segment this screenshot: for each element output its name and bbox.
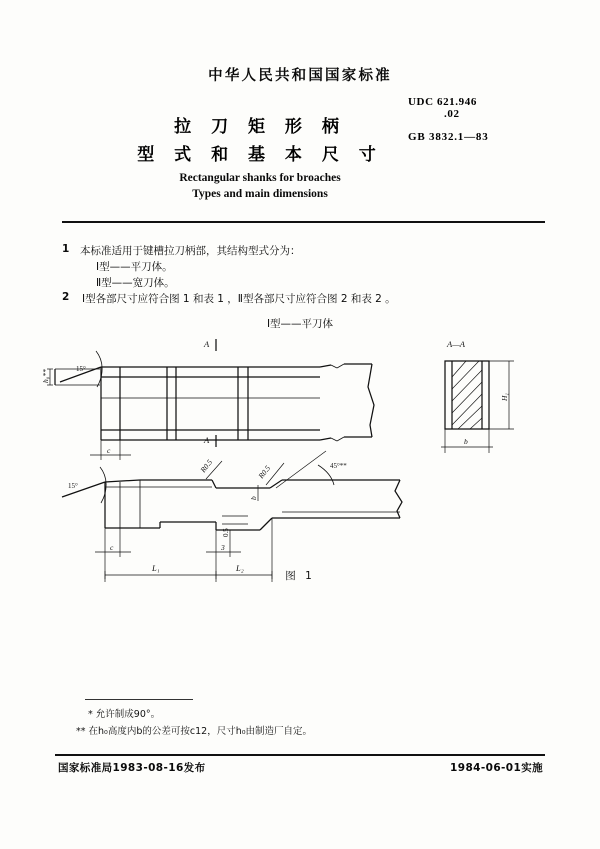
h0-label-top: h₀** bbox=[41, 369, 50, 383]
footnote-divider-rule bbox=[85, 699, 193, 700]
clause-1-number: 1 bbox=[62, 243, 70, 255]
clause-2-number: 2 bbox=[62, 291, 70, 303]
clause-1-item-b: Ⅱ型——宽刀体。 bbox=[96, 277, 175, 289]
type-caption: Ⅰ型——平刀体 bbox=[266, 318, 334, 330]
angle-45-label: 45°** bbox=[330, 462, 347, 470]
footnote-1: * 允许制成90°。 bbox=[88, 709, 161, 720]
small-dim-label: 0.5 bbox=[222, 528, 230, 537]
technical-drawing-figure-1 bbox=[0, 325, 600, 600]
section-hatching bbox=[452, 361, 482, 429]
english-title-line1: Rectangular shanks for broaches bbox=[179, 172, 341, 184]
standard-number: GB 3832.1—83 bbox=[408, 131, 489, 143]
radius-right-label: R0.5 bbox=[256, 463, 273, 481]
section-view-label: A—A bbox=[447, 339, 465, 349]
clause-1-item-a: Ⅰ型——平刀体。 bbox=[96, 261, 173, 273]
document-title-line2: 型 式 和 基 本 尺 寸 bbox=[137, 145, 383, 165]
dim-L2-label: L₂ bbox=[236, 563, 244, 573]
footnote-2: ** 在h₀高度内b的公差可按c12，尺寸h₀由制造厂自定。 bbox=[76, 726, 313, 737]
footer-divider-rule bbox=[55, 754, 545, 756]
clause-2-text: Ⅰ型各部尺寸应符合图 1 和表 1 ，Ⅱ型各部尺寸应符合图 2 和表 2 。 bbox=[82, 293, 396, 305]
dim-c-top-label: c bbox=[107, 446, 111, 455]
angle-15-top-label: 15° bbox=[76, 365, 86, 373]
dim-c-bottom-label: c bbox=[110, 543, 114, 552]
chamfer-b-label: b bbox=[249, 496, 258, 500]
national-standard-heading: 中华人民共和国国家标准 bbox=[208, 68, 392, 84]
dim-3-label: 3 bbox=[221, 543, 225, 552]
udc-line1: UDC 621.946 bbox=[408, 96, 477, 108]
clause-1-text: 本标准适用于键槽拉刀柄部，其结构型式分为： bbox=[80, 245, 301, 257]
section-mark-bottom-label: A bbox=[204, 435, 210, 445]
radius-left-label: R0.5 bbox=[198, 457, 215, 475]
udc-line2: .02 bbox=[444, 108, 460, 120]
section-H1-label: H₁ bbox=[500, 392, 509, 401]
section-b-label: b bbox=[464, 437, 468, 446]
english-title-line2: Types and main dimensions bbox=[192, 188, 328, 200]
section-mark-top-label: A bbox=[204, 339, 210, 349]
footer-issue-date: 国家标准局1983-08-16发布 bbox=[58, 762, 206, 774]
header-divider-rule bbox=[62, 221, 545, 223]
udc-block bbox=[408, 96, 558, 120]
dim-L1-label: L₁ bbox=[152, 563, 160, 573]
angle-15-bottom-label: 15° bbox=[68, 482, 78, 490]
footer-effective-date: 1984-06-01实施 bbox=[450, 762, 543, 774]
figure-caption: 图 1 bbox=[285, 570, 315, 582]
document-title-line1: 拉 刀 矩 形 柄 bbox=[174, 117, 346, 137]
